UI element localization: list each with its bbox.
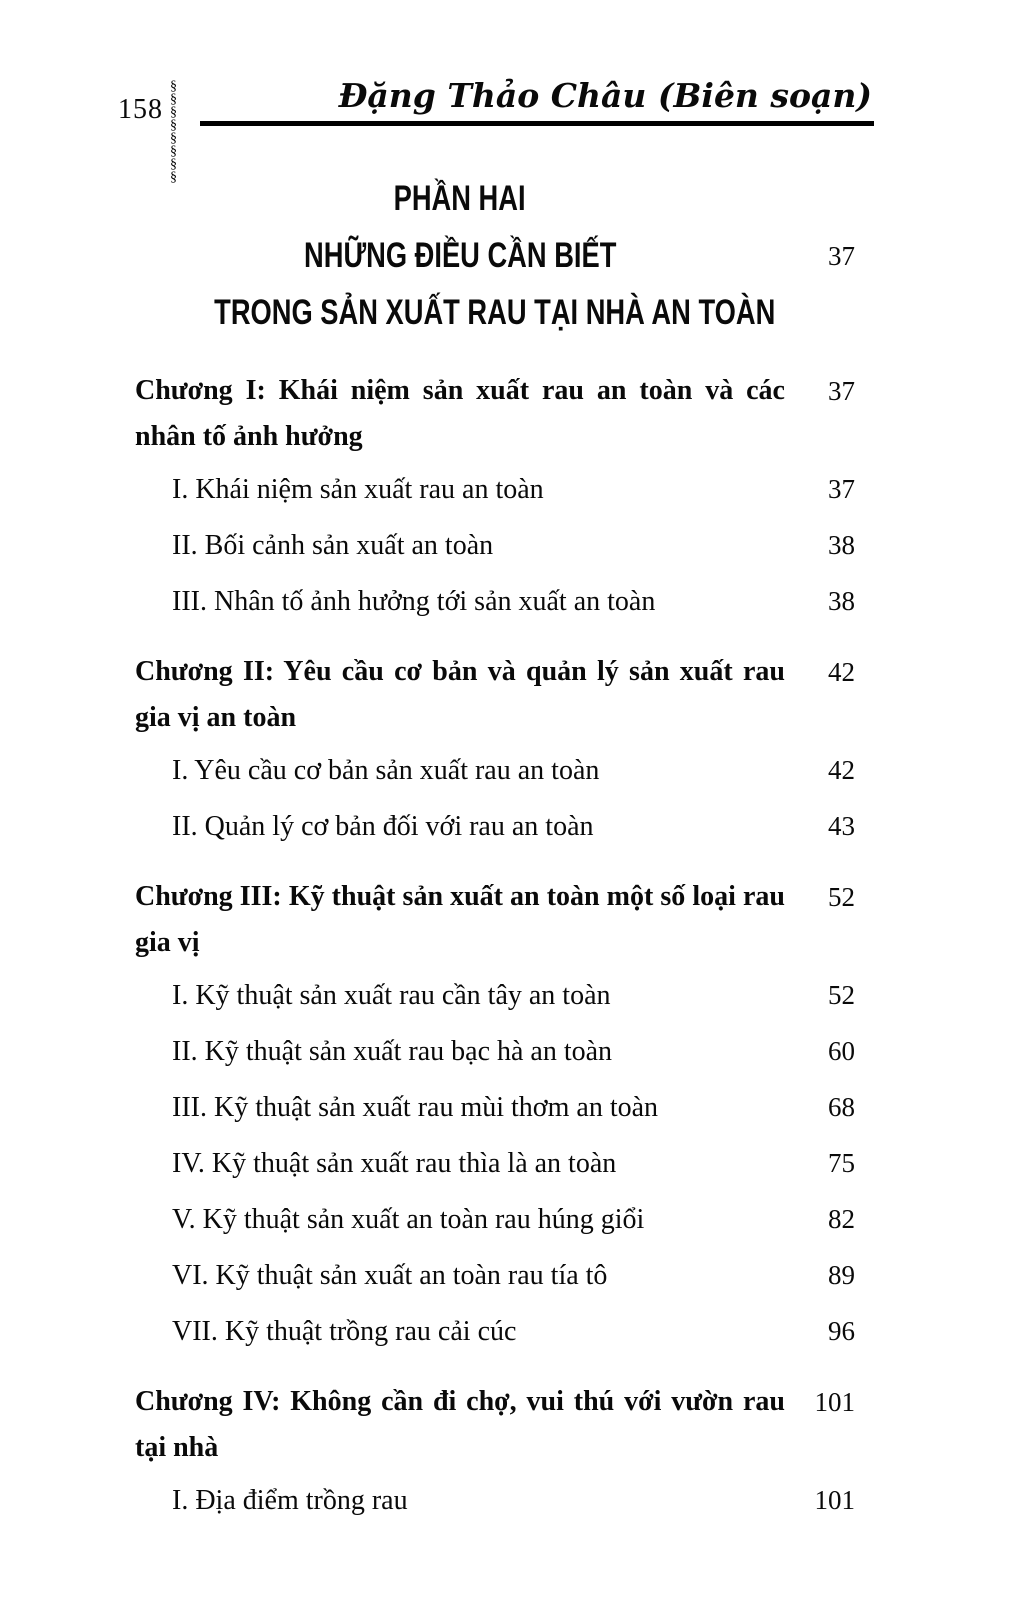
folio-page-number: 158: [118, 94, 163, 125]
toc-entry-page: 42: [828, 755, 855, 785]
toc-entry-page: 52: [828, 882, 855, 912]
toc-entry-page: 101: [814, 1485, 855, 1515]
toc-list: [0, 368, 1024, 1518]
toc-entry-item: [135, 1483, 855, 1518]
toc-entry-item: [135, 1258, 855, 1293]
toc-entry-label: Chương I: Khái niệm sản xuất rau an toàn và các nhân tố ảnh hưởng: [135, 375, 785, 452]
part-title-page-number: 37: [828, 241, 855, 271]
author-credit: Đặng Thảo Châu (Biên soạn): [338, 76, 872, 115]
toc-entry-item: [135, 1146, 855, 1181]
toc-entry-label: II. Quản lý cơ bản đối với rau an toàn: [172, 811, 594, 842]
toc-entry-page: 89: [828, 1260, 855, 1290]
chain-ornament-icon: §§§§§§§§: [170, 79, 177, 185]
part-title-row: [135, 174, 855, 231]
page-header: [0, 0, 1024, 185]
toc-entry-item: [135, 753, 855, 788]
part-title-line-3: [135, 288, 854, 345]
toc-entry-page: 37: [828, 376, 855, 406]
part-title-line-1: [135, 174, 785, 231]
toc-entry-label: I. Địa điểm trồng rau: [172, 1485, 408, 1516]
toc-entry-label: I. Kỹ thuật sản xuất rau cần tây an toàn: [172, 980, 611, 1011]
toc-entry-item: [135, 472, 855, 507]
toc-entry-page: 43: [828, 811, 855, 841]
toc-entry-page: 68: [828, 1092, 855, 1122]
toc-entry-label: I. Yêu cầu cơ bản sản xuất rau an toàn: [172, 755, 600, 786]
toc-entry-page: 82: [828, 1204, 855, 1234]
toc-entry-item: [135, 1202, 855, 1237]
toc-entry-label: Chương IV: Không cần đi chợ, vui thú với vườn rau tại nhà: [135, 1386, 785, 1463]
part-title-line-3-text: TRONG SẢN XUẤT RAU TẠI NHÀ AN TOÀN: [214, 293, 776, 332]
part-title-row: [135, 231, 855, 288]
toc-entry-label: Chương III: Kỹ thuật sản xuất an toàn một số loại rau gia vị: [135, 881, 785, 958]
toc-entry-chapter: [135, 874, 855, 966]
toc-entry-label: I. Khái niệm sản xuất rau an toàn: [172, 474, 544, 505]
toc-entry-page: 96: [828, 1316, 855, 1346]
toc-entry-page: 101: [814, 1387, 855, 1417]
toc-entry-page: 60: [828, 1036, 855, 1066]
toc-entry-label: III. Nhân tố ảnh hưởng tới sản xuất an toàn: [172, 586, 656, 617]
toc-entry-page: 38: [828, 530, 855, 560]
toc-entry-page: 38: [828, 586, 855, 616]
toc-entry-label: III. Kỹ thuật sản xuất rau mùi thơm an toàn: [172, 1092, 659, 1123]
toc-entry-item: [135, 1314, 855, 1349]
toc-entry-item: [135, 809, 855, 844]
toc-entry-page: 42: [828, 657, 855, 687]
toc-entry-chapter: [135, 368, 855, 460]
toc-entry-page: 52: [828, 980, 855, 1010]
header-rule-divider: [200, 121, 874, 126]
toc-entry-chapter: [135, 1379, 855, 1471]
part-title-line-2-text: NHỮNG ĐIỀU CẦN BIẾT: [303, 236, 617, 275]
toc-entry-label: IV. Kỹ thuật sản xuất rau thìa là an toàn: [172, 1148, 617, 1179]
toc-entry-item: [135, 584, 855, 619]
part-title-line-1-text: PHẦN HAI: [394, 179, 526, 218]
part-title-line-2: [135, 231, 785, 288]
toc-entry-label: II. Bối cảnh sản xuất an toàn: [172, 530, 494, 561]
toc-entry-label: Chương II: Yêu cầu cơ bản và quản lý sản xuất rau gia vị an toàn: [135, 656, 785, 733]
toc-entry-item: [135, 528, 855, 563]
toc-entry-page: 75: [828, 1148, 855, 1178]
part-title-row: [135, 288, 855, 345]
toc-entry-label: VI. Kỹ thuật sản xuất an toàn rau tía tô: [172, 1260, 608, 1291]
toc-entry-label: VII. Kỹ thuật trồng rau cải cúc: [172, 1316, 517, 1347]
toc-entry-item: [135, 1034, 855, 1069]
toc-entry-label: II. Kỹ thuật sản xuất rau bạc hà an toàn: [172, 1036, 613, 1067]
toc-entry-chapter: [135, 649, 855, 741]
toc-entry-item: [135, 1090, 855, 1125]
toc-entry-label: V. Kỹ thuật sản xuất an toàn rau húng giổi: [172, 1204, 645, 1235]
toc-entry-item: [135, 978, 855, 1013]
toc-entry-page: 37: [828, 474, 855, 504]
part-title-block: [0, 174, 1024, 345]
